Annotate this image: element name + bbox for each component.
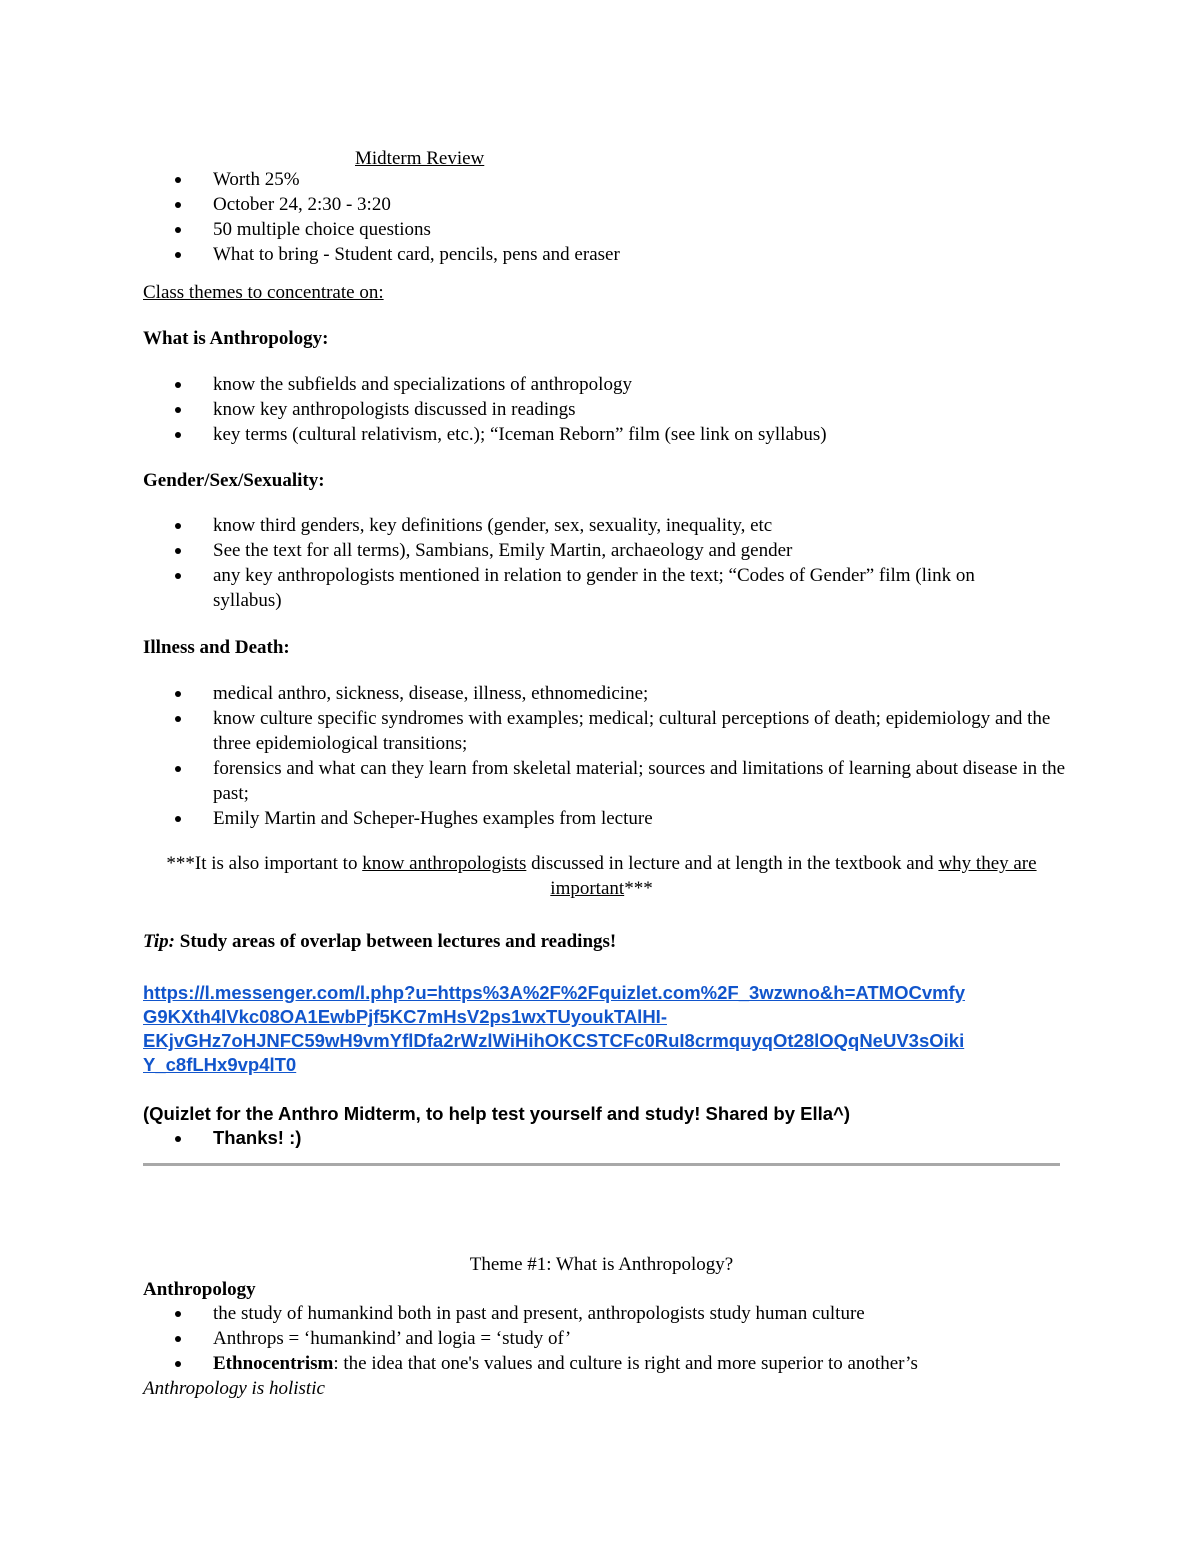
section-heading: Gender/Sex/Sexuality:	[143, 470, 325, 491]
list-item: See the text for all terms), Sambians, Emily Martin, archaeology and gender	[143, 538, 1073, 563]
doc-title: Midterm Review	[355, 148, 485, 169]
note-paragraph	[143, 851, 1060, 901]
themes-intro: Class themes to concentrate on:	[143, 282, 384, 303]
section-heading: Illness and Death:	[143, 637, 290, 658]
list-item: October 24, 2:30 - 3:20	[143, 192, 1073, 217]
list-item: Worth 25%	[143, 167, 1073, 192]
closing-line: Anthropology is holistic	[143, 1378, 325, 1399]
note-underlined-text: why they are important	[550, 853, 1037, 899]
list-item: Emily Martin and Scheper-Hughes examples from lecture	[143, 806, 1073, 831]
thanks-list	[143, 1126, 1073, 1150]
list-item: know third genders, key definitions (gender, sex, sexuality, inequality, etc	[143, 513, 1073, 538]
term-definition: : the idea that one's values and culture is right and more superior to another’s	[333, 1353, 918, 1374]
theme-heading: Anthropology	[143, 1279, 256, 1300]
note-text: ***It is also important to	[166, 853, 363, 874]
list-item: 50 multiple choice questions	[143, 217, 1073, 242]
list-item: know culture specific syndromes with examples; medical; cultural perceptions of death; epidemiology and the three epidemiological transitions;	[143, 706, 1073, 756]
term-ethnocentrism: Ethnocentrism	[213, 1353, 334, 1374]
tip-label: Tip:	[143, 931, 176, 952]
section-heading: What is Anthropology:	[143, 328, 329, 349]
note-underlined-text: know anthropologists	[362, 853, 527, 874]
note-text: ***	[624, 878, 653, 899]
list-item: forensics and what can they learn from skeletal material; sources and limitations of learning about disease in the past;	[143, 756, 1073, 806]
quizlet-note: (Quizlet for the Anthro Midterm, to help test yourself and study! Shared by Ella^)	[143, 1103, 851, 1124]
tip-line	[143, 929, 616, 954]
horizontal-divider	[143, 1163, 1060, 1166]
list-item: key terms (cultural relativism, etc.); “Iceman Reborn” film (see link on syllabus)	[143, 422, 1073, 447]
section-list	[143, 681, 1073, 831]
theme-title: Theme #1: What is Anthropology?	[469, 1254, 734, 1275]
list-item: Anthrops = ‘humankind’ and logia = ‘study of’	[143, 1326, 1073, 1351]
info-list	[143, 167, 1073, 267]
list-item: Thanks! :)	[143, 1126, 1073, 1150]
tip-text: Study areas of overlap between lectures and readings!	[175, 931, 617, 952]
list-item: know key anthropologists discussed in readings	[143, 397, 1073, 422]
list-item	[143, 1351, 1073, 1376]
list-item: What to bring - Student card, pencils, pens and eraser	[143, 242, 1073, 267]
quizlet-link-block	[143, 981, 1073, 1077]
list-item: know the subfields and specializations of anthropology	[143, 372, 1073, 397]
quizlet-link[interactable]: https://l.messenger.com/l.php?u=https%3A%2F%2Fquizlet.com%2F_3wzwno&h=ATMOCvmfy G9KXth4lVkc08OA1EwbPjf5KC7mHsV2ps1wxTUyoukTAlHI- EKjvGHz7oHJNFC59wH9vmYflDfa2rWzlWiHihOKCSTCFc0RuI8crmquyqOt28lOQqNeUV3sOiki Y_c8fLHx9vp4lT0	[143, 982, 966, 1075]
section-list	[143, 372, 1073, 447]
theme-list	[143, 1301, 1073, 1376]
list-item: medical anthro, sickness, disease, illness, ethnomedicine;	[143, 681, 1073, 706]
note-text: discussed in lecture and at length in the textbook and	[526, 853, 939, 874]
section-list	[143, 513, 1073, 613]
list-item: the study of humankind both in past and present, anthropologists study human culture	[143, 1301, 1073, 1326]
list-item: any key anthropologists mentioned in relation to gender in the text; “Codes of Gender” film (link on syllabus)	[143, 563, 1043, 613]
